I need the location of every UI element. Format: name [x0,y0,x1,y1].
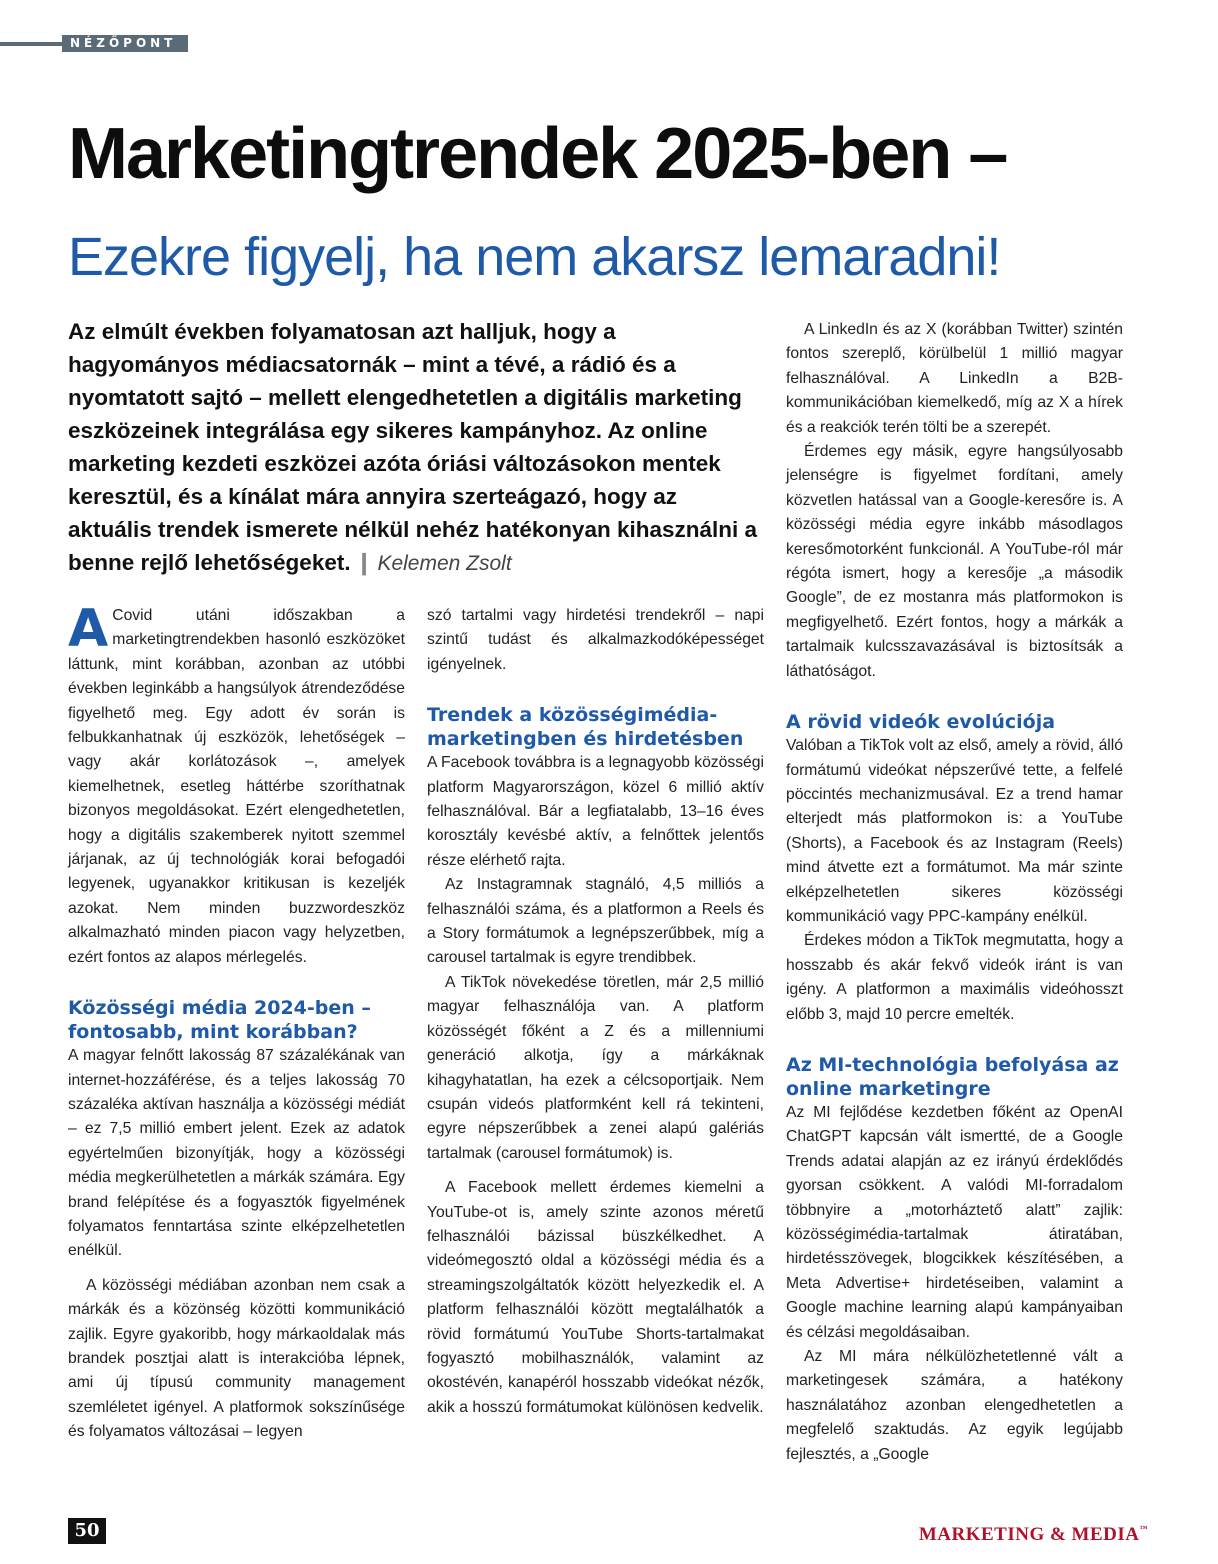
article-column-1 [68,599,405,1445]
paragraph: A magyar felnőtt lakosság 87 százalékának van internet-hozzáférése, és a teljes lakosság 70 százaléka aktívan használja a közösségi médiát – ez 7,5 millió embert jelent. Ezek az adatok egyértelműen bizonyítják, hogy a közösségi média megkerülhetetlen a márkák számára. Egy brand felépítése és a fogyasztók figyelmének folyamatos fenntartása szinte elképzelhetetlen enélkül. [68,1047,405,1260]
trademark-mark: ™ [1139,1524,1148,1533]
paragraph: A TikTok növekedése töretlen, már 2,5 millió magyar felhasználója van. A platform közösségét főként a Z és a millenniumi generáció alkotja, így a márkáknak kihagyhatatlan, ha ezek a célcsoportjaik. Nem csupán videós platformként kell rá tekinteni, egyre népszerűbbek a zenei alapú galériás tartalmak (carousel formátumok) is. [427,973,764,1162]
paragraph: szó tartalmi vagy hirdetési trendekről – napi szintű tudást és alkalmazkodóképességet igényelnek. [427,607,764,673]
paragraph: A LinkedIn és az X (korábban Twitter) szintén fontos szereplő, körülbelül 1 millió magyar felhasználóval. A LinkedIn a B2B-kommunikációban kiemelkedő, míg az X a hírek és a reakciók terén tölti be a szerepét. [786,321,1123,436]
article-lead [68,315,758,580]
section-tag: NÉZŐPONT [62,35,188,52]
section-header [0,35,188,52]
paragraph: Az MI fejlődése kezdetben főként az OpenAI ChatGPT kapcsán vált ismertté, de a Google Trends adatai alapján az ez irányú érdeklődés gyorsan csökkent. A valódi MI-forradalom többnyire a „motorháztető alatt” zajlik: közösségimédia-tartalmak átiratában, hirdetésszövegek, blogcikkek készítésében, a Meta Advertise+ hirdetéseiben, valamint a Google machine learning alapú kampányaiban és célzási megoldásaiban. [786,1103,1123,1341]
lead-text: Az elmúlt években folyamatosan azt halljuk, hogy a hagyományos médiacsatornák – mint a tévé, a rádió és a nyomtatott sajtó – mellett elengedhetetlen a digitális marketing eszközeinek integrálása egy sikeres kampányhoz. Az online marketing kezdeti eszközei azóta óriási változásokon mentek keresztül, és a kínálat mára annyira szerteágazó, hogy az aktuális trendek ismerete nélkül nehéz hatékonyan kihasználni a benne rejlő lehetőségeket. [68,319,758,575]
article-column-2 [427,604,764,1420]
paragraph: A Facebook továbbra is a legnagyobb közösségi platform Magyarországon, közel 6 millió aktív felhasználóval. Bár a legfiatalabb, 13–16 éves korosztály kevésbé aktív, a felnőttek jelentős része elérhető rajta. [427,754,764,869]
section-heading: A rövid videók evolúciója [786,711,1056,734]
paragraph: A Facebook mellett érdemes kiemelni a YouTube-ot is, amely szinte azonos méretű felhasználói bázissal büszkélkedhet. A videómegosztó oldal a közösségi média és a streamingszolgáltatók között helyezkedik el. A platform felhasználói között megtalálhatók a rövid formátumú YouTube Shorts-tartalmakat fogyasztó mobilhasználók, valamint az okostévén, kanapéról hosszabb videókat nézők, akik a hosszú formátumokat különösen kedvelik. [427,1179,764,1416]
lead-separator: ❙ [354,550,374,575]
paragraph: Érdemes egy másik, egyre hangsúlyosabb jelenségre is figyelmet fordítani, amely közvetlen hatással van a Google-keresőre is. A közösségi média egyre inkább másodlagos keresőmotorként funkcionál. A YouTube-ról már régóta ismert, hogy a keresője „a második Google”, de ez mostanra más platformokon is megfigyelhető. Ezért fontos, hogy a márkák a tartalmaik kulcsszavazásával is biztosítsák a láthatóságot. [786,443,1123,680]
paragraph: Valóban a TikTok volt az első, amely a rövid, álló formátumú videókat népszerűvé tette, a felfelé pöccintés mechanizmusával. Ez a trend hamar elterjedt más platformokon is: a YouTube (Shorts), a Facebook és az Instagram (Reels) mind átvette ezt a formátumot. Ma már szinte elképzelhetetlen sikeres közösségi kommunikáció vagy PPC-kampány enélkül. [786,737,1123,925]
brand-name: MARKETING & MEDIA [918,1524,1140,1545]
page-number: 50 [68,1518,106,1544]
paragraph: Az Instagramnak stagnáló, 4,5 milliós a felhasználói száma, és a platformon a Reels és a Story formátumok a legnépszerűbbek, míg a carousel tartalmak is egyre trendibbek. [427,876,764,967]
magazine-logo [919,1524,1148,1546]
paragraph: Az MI mára nélkülözhetetlenné vált a marketingesek számára, a hatékony használatához azonban elengedhetetlen a megfelelő szaktudás. Az egyik legújabb fejlesztés, a „Google [786,1348,1123,1463]
section-rule [0,42,62,46]
article-column-3 [786,318,1123,1467]
article-subheadline: Ezekre figyelj, ha nem akarsz lemaradni! [68,227,1001,287]
article-headline: Marketingtrendek 2025-ben – [68,114,1007,194]
section-heading: Az MI-technológia befolyása az online marketingre [786,1053,1119,1100]
section-heading: Trendek a közösségimédia-marketingben és hirdetésben [427,704,744,751]
paragraph: Érdekes módon a TikTok megmutatta, hogy a hosszabb és akár fekvő videók iránt is van igény. A platformon a maximális videóhosszt előbb 3, majd 10 percre emelték. [786,932,1123,1023]
drop-cap: A [68,599,109,659]
paragraph-text: Covid utáni időszakban a marketingtrendekben hasonló eszközöket láttunk, mint korábban, azonban az utóbbi években leginkább a hangsúlyok átrendeződése figyelhető meg. Egy adott év során is felbukkanhatnak új eszközök, lehetőségek – vagy akár korlátozások –, amelyek kiemelhetnek, esetleg háttérbe szoríthatnak bizonyos megoldásokat. Ezért elengedhetetlen, hogy a digitális szakemberek nyitott szemmel járjanak, az új technológiák korai befogadói legyenek, ugyanakkor kritikusan is kezeljék azokat. Nem minden buzzwordeszköz alkalmazható minden piacon vagy helyzetben, ezért fontos az alapos mérlegelés. [68,607,405,966]
section-heading: Közösségi média 2024-ben – fontosabb, mint korábban? [68,997,371,1044]
paragraph [68,599,405,970]
author-name: Kelemen Zsolt [377,552,512,575]
paragraph: A közösségi médiában azonban nem csak a márkák és a közönség közötti kommunikáció zajlik. Egyre gyakoribb, hogy márkaoldalak más brandek posztjai alatt is interakcióba lépnek, ami új típusú community management szemléletet igényel. A platformok sokszínűsége és folyamatos változásai – legyen [68,1276,405,1441]
